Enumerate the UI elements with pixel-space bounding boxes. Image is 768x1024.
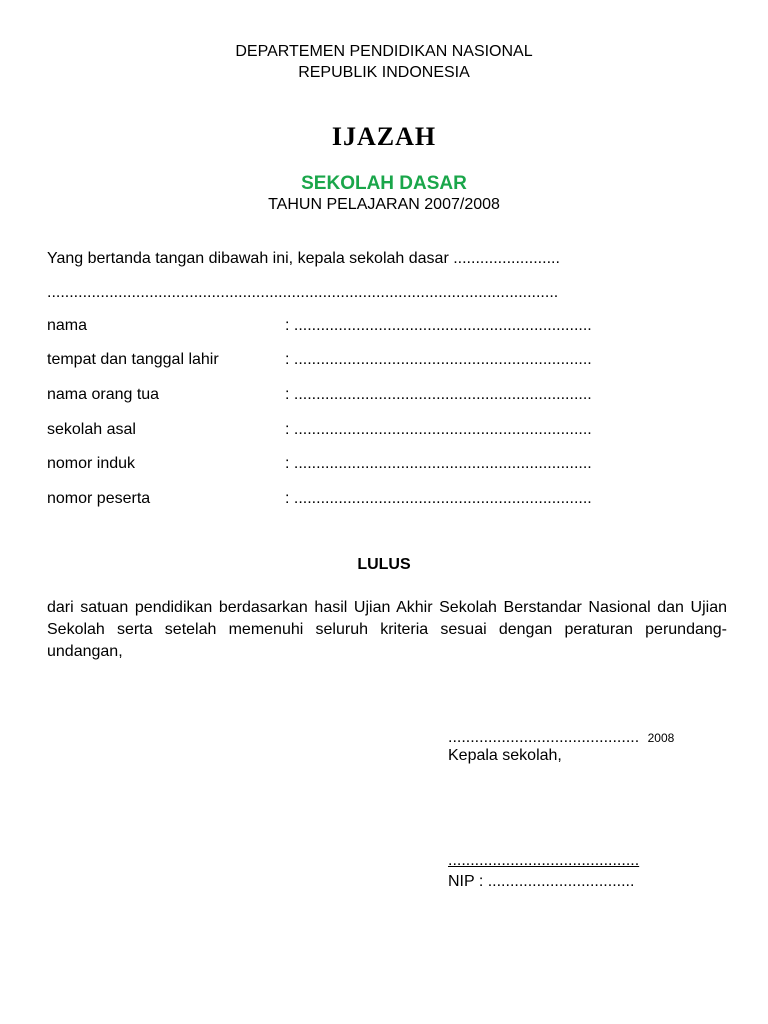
field-label-nama: nama <box>47 317 88 334</box>
statement-paragraph: dari satuan pendidikan berdasarkan hasil Ujian Akhir Sekolah Berstandar Nasional dan Ujian Sekolah serta setelah memenuhi seluruh kriteria sesuai dengan peraturan perundang-undangan, <box>47 599 727 660</box>
field-value-participant-number: : ................................................................... <box>285 490 592 507</box>
academic-year: TAHUN PELAJARAN 2007/2008 <box>268 196 500 213</box>
field-value-student-number: : ................................................................... <box>285 455 592 472</box>
signature-place-date <box>448 729 674 747</box>
field-label-parent: nama orang tua <box>47 386 160 403</box>
field-value-birth: : ................................................................... <box>285 351 592 368</box>
field-value-nama: : ................................................................... <box>285 317 592 334</box>
field-label-student-number: nomor induk <box>47 455 136 472</box>
status-lulus: LULUS <box>357 556 411 573</box>
signature-place-dots: ........................................... <box>448 729 640 746</box>
field-label-school: sekolah asal <box>47 421 136 438</box>
field-label-participant-number: nomor peserta <box>47 490 151 507</box>
header-country: REPUBLIK INDONESIA <box>298 64 470 81</box>
signature-name-line: ........................................... <box>448 852 640 869</box>
signature-year: 2008 <box>647 731 675 745</box>
field-label-birth: tempat dan tanggal lahir <box>47 351 219 368</box>
header-department: DEPARTEMEN PENDIDIKAN NASIONAL <box>235 43 533 60</box>
field-value-parent: : ................................................................... <box>285 386 592 403</box>
signature-role: Kepala sekolah, <box>448 747 562 764</box>
signature-nip: NIP : ................................. <box>448 873 635 890</box>
field-value-school: : ................................................................... <box>285 421 592 438</box>
intro-text: Yang bertanda tangan dibawah ini, kepala sekolah dasar ........................ <box>47 250 560 267</box>
document-title: IJAZAH <box>331 122 437 151</box>
school-type: SEKOLAH DASAR <box>301 173 467 194</box>
intro-continuation: ................................................................................................................... <box>47 284 559 301</box>
